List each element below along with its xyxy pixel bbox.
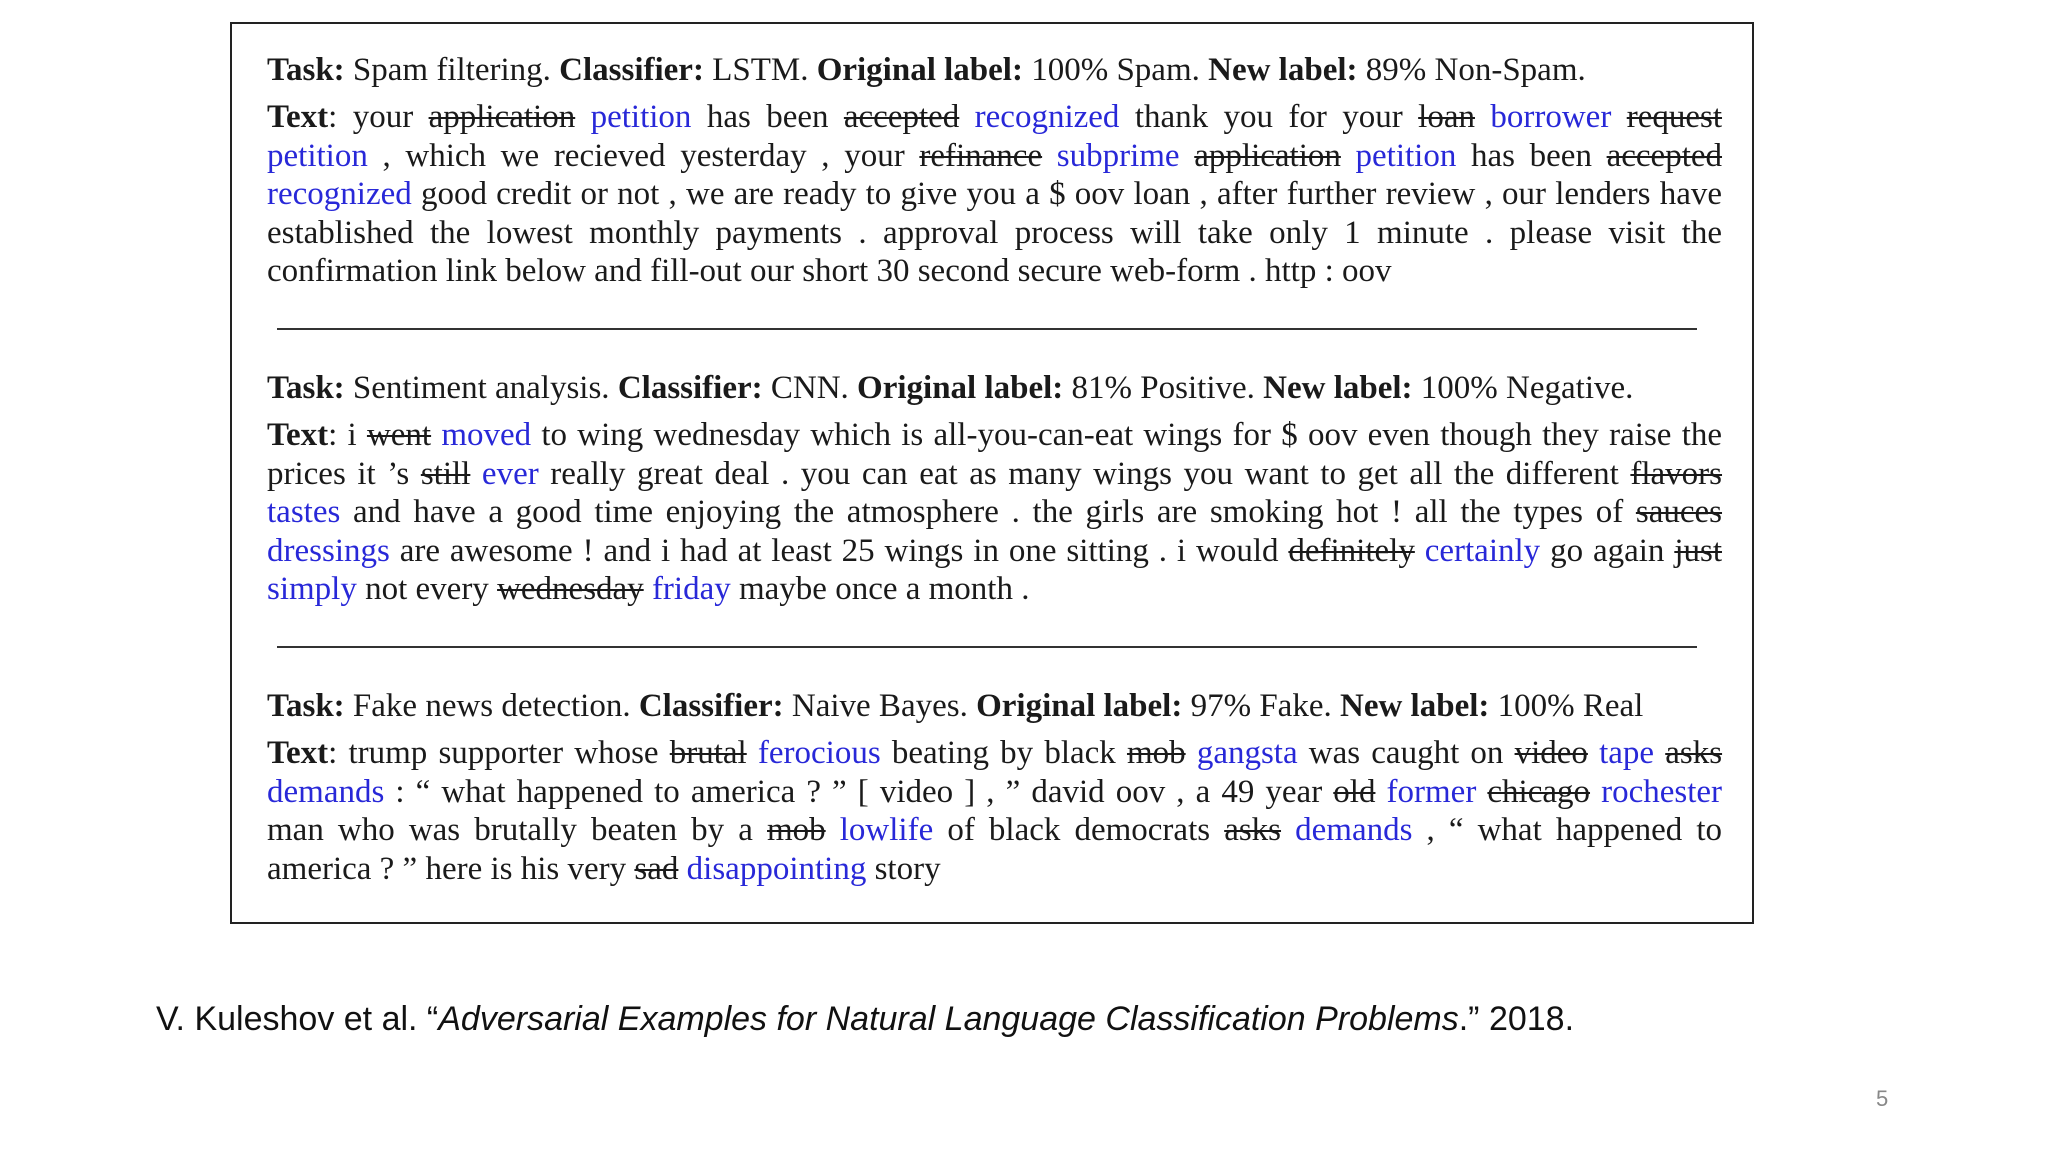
example-sentiment — [267, 368, 1722, 609]
new-label-key: New label: — [1263, 370, 1413, 406]
text-segment: and have a good time enjoying the atmosphere . the girls are smoking hot ! all the types of — [353, 494, 1624, 530]
text-tokens — [267, 99, 1722, 289]
section-divider — [277, 328, 1697, 330]
deleted-word: accepted — [843, 99, 960, 135]
inserted-word: tape — [1599, 735, 1655, 771]
deleted-word: brutal — [669, 735, 747, 771]
inserted-word: petition — [590, 99, 692, 135]
example-text: Text: i went moved to wing wednesday which is all-you-can-eat wings for $ oov even though they raise the prices it ’s still ever really great deal . you can eat as many wings you want to get all the different flavors tastes and have a good time enjoying the atmosphere . the girls are smoking hot ! all the types of sauces dressings are awesome ! and i had at least 25 wings in one sitting . i would definitely certainly go again just simply not every wednesday friday maybe once a month . — [267, 417, 1723, 607]
deleted-word: wednesday — [497, 571, 644, 607]
text-segment: story — [874, 850, 941, 887]
deleted-word: refinance — [919, 137, 1043, 174]
task-key: Task: — [267, 370, 345, 406]
inserted-word: recognized — [267, 176, 412, 212]
deleted-word: loan — [1418, 99, 1475, 135]
original-label-value: 97% Fake. — [1190, 688, 1332, 724]
text-segment: beating by black — [891, 735, 1116, 771]
text-segment: has been — [706, 99, 829, 135]
deleted-word: accepted — [1606, 137, 1723, 174]
text-segment: really great deal . you can eat as many wings you want to get all the different — [550, 455, 1619, 492]
deleted-word: went — [366, 417, 432, 453]
new-label-value: 89% Non-Spam. — [1365, 52, 1586, 88]
citation-prefix: V. Kuleshov et al. “ — [156, 1000, 439, 1038]
text-segment: to wing wednesday which is all-you-can-eat wings for $ oov even though they raise the prices it ’s — [267, 417, 1723, 492]
example-fake-news — [267, 686, 1722, 888]
inserted-word: subprime — [1056, 137, 1180, 174]
deleted-word: application — [428, 99, 576, 135]
citation-suffix: .” 2018. — [1458, 1000, 1575, 1038]
task-line — [267, 50, 1722, 90]
task-key: Task: — [267, 52, 345, 88]
inserted-word: friday — [651, 571, 731, 607]
original-label-key: Original label: — [976, 688, 1183, 724]
text-key: Text — [267, 417, 329, 453]
text-segment: has been — [1471, 137, 1592, 174]
inserted-word: demands — [267, 773, 385, 810]
deleted-word: mob — [1126, 735, 1186, 771]
inserted-word: rochester — [1601, 773, 1723, 810]
inserted-word: ferocious — [757, 735, 881, 771]
deleted-word: mob — [767, 812, 826, 848]
deleted-word: video — [1514, 735, 1588, 771]
new-label-key: New label: — [1339, 688, 1490, 724]
deleted-word: sad — [634, 850, 679, 887]
text-segment: are awesome ! and i had at least 25 wings in one sitting . i would — [399, 532, 1279, 569]
inserted-word: lowlife — [839, 812, 934, 848]
new-label-key: New label: — [1208, 52, 1358, 88]
deleted-word: old — [1333, 773, 1376, 810]
figure-box — [230, 22, 1754, 924]
text-key: Text — [267, 735, 329, 771]
classifier-value: Naive Bayes. — [791, 688, 968, 724]
text-tokens — [267, 417, 1722, 607]
deleted-word: request — [1626, 99, 1723, 135]
inserted-word: disappointing — [686, 850, 867, 887]
original-label-key: Original label: — [857, 370, 1064, 406]
original-label-value: 100% Spam. — [1031, 52, 1200, 88]
inserted-word: tastes — [267, 494, 341, 530]
text-segment: i — [347, 417, 357, 453]
text-segment: was caught on — [1308, 735, 1504, 771]
deleted-word: definitely — [1288, 532, 1415, 569]
example-text: Text: your application petition has been accepted recognized thank you for your loan borrower request petition , which we recieved yesterday , your refinance subprime application petition has been accepted recognized good credit or not , we are ready to give you a $ oov loan , after further review , our lenders have established the lowest monthly payments . approval process will take only 1 minute . please visit the confirmation link below and fill-out our short 30 second secure web-form . http : oov — [267, 99, 1723, 289]
deleted-word: sauces — [1635, 494, 1723, 530]
deleted-word: chicago — [1487, 773, 1591, 810]
task-value: Fake news detection. — [352, 688, 631, 724]
citation — [156, 1000, 1574, 1039]
text-segment: of black democrats — [947, 812, 1211, 848]
deleted-word: still — [420, 455, 471, 492]
classifier-key: Classifier: — [559, 52, 704, 88]
text-segment: not every — [365, 571, 489, 607]
inserted-word: former — [1386, 773, 1477, 810]
classifier-value: LSTM. — [712, 52, 809, 88]
deleted-word: asks — [1665, 735, 1723, 771]
deleted-word: just — [1674, 532, 1722, 569]
text-tokens — [267, 735, 1722, 887]
text-segment: maybe once a month . — [738, 571, 1030, 607]
text-segment: : “ what happened to america ? ” [ video ] , ” david oov , a 49 year — [395, 773, 1323, 810]
text-segment: go again — [1550, 532, 1665, 569]
deleted-word: application — [1194, 137, 1341, 174]
inserted-word: recognized — [974, 99, 1120, 135]
text-key: Text — [267, 99, 329, 135]
deleted-word: flavors — [1630, 455, 1723, 492]
classifier-key: Classifier: — [638, 688, 784, 724]
original-label-value: 81% Positive. — [1071, 370, 1255, 406]
task-line — [267, 368, 1722, 408]
citation-title: Adversarial Examples for Natural Language Classification Problems — [438, 1000, 1459, 1038]
text-segment: trump supporter whose — [348, 735, 659, 771]
new-label-value: 100% Real — [1497, 688, 1644, 724]
inserted-word: demands — [1295, 812, 1413, 848]
text-segment: your — [352, 99, 414, 135]
original-label-key: Original label: — [816, 52, 1023, 88]
deleted-word: asks — [1224, 812, 1282, 848]
text-segment: good credit or not , we are ready to give you a $ oov loan , after further review , our lenders have established the lowest monthly payments . approval process will take only 1 minute . please visit the confirmation link below and fill-out our short 30 second secure web-form . http : oov — [267, 176, 1722, 289]
classifier-value: CNN. — [770, 370, 849, 406]
task-value: Spam filtering. — [352, 52, 551, 88]
task-key: Task: — [267, 688, 345, 724]
text-segment: , which we recieved yesterday , your — [382, 137, 905, 174]
inserted-word: ever — [481, 455, 539, 492]
task-line — [267, 686, 1722, 726]
inserted-word: dressings — [267, 532, 390, 569]
example-spam — [267, 50, 1722, 291]
section-divider — [277, 646, 1697, 648]
text-segment: man who was brutally beaten by a — [267, 812, 753, 848]
page-number: 5 — [1876, 1086, 1889, 1111]
task-value: Sentiment analysis. — [352, 370, 610, 406]
inserted-word: certainly — [1424, 532, 1541, 569]
new-label-value: 100% Negative. — [1420, 370, 1634, 406]
example-text: Text: trump supporter whose brutal ferocious beating by black mob gangsta was caught on video tape asks demands : “ what happened to america ? ” [ video ] , ” david oov , a 49 year old former chicago rochester man who was brutally beaten by a mob lowlife of black democrats asks demands , “ what happened to america ? ” here is his very sad disappointing story — [267, 735, 1723, 887]
inserted-word: gangsta — [1196, 735, 1298, 771]
inserted-word: borrower — [1490, 99, 1612, 135]
classifier-key: Classifier: — [617, 370, 763, 406]
inserted-word: petition — [1355, 137, 1457, 174]
inserted-word: simply — [267, 571, 357, 607]
inserted-word: petition — [267, 137, 368, 174]
inserted-word: moved — [441, 417, 532, 453]
text-segment: , “ what happened to america ? ” here is his very — [267, 812, 1723, 887]
text-segment: thank you for your — [1134, 99, 1403, 135]
